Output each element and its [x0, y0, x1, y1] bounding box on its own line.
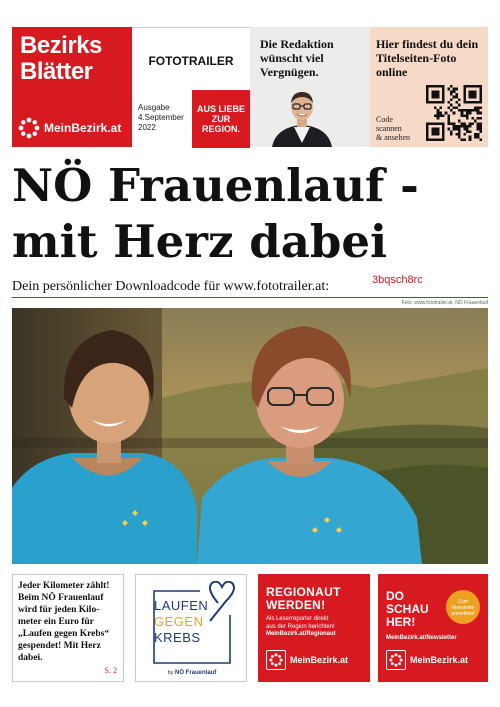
qr-caption	[376, 115, 410, 142]
newsletter-promo-box[interactable]	[378, 574, 488, 682]
issue-year: 2022	[138, 123, 156, 132]
slogan-badge	[192, 90, 250, 148]
headline-line2: mit Herz dabei	[12, 215, 388, 268]
slogan-line1: AUS LIEBE	[196, 104, 245, 114]
editor-panel	[250, 27, 370, 147]
issue-panel	[132, 27, 250, 147]
cover-headline	[12, 158, 492, 270]
download-code: 3bqsch8rc	[372, 274, 423, 286]
meinbezirk-logo-icon	[266, 650, 286, 670]
newsletter-title-line3: HER!	[386, 615, 416, 629]
newsletter-title-line1: DO	[386, 589, 404, 603]
issue-info	[138, 103, 184, 133]
regionaut-subtitle	[266, 616, 366, 631]
headline-line1: NÖ Frauenlauf -	[12, 159, 419, 212]
lgk-footer	[136, 670, 248, 676]
download-label: Dein persönlicher Downloadcode für www.fototrailer.at:	[12, 279, 330, 294]
teaser-text-box	[12, 574, 124, 682]
regionaut-title-line2: WERDEN!	[266, 598, 326, 612]
newsletter-footer	[386, 650, 468, 670]
teaser-line: dabei.	[18, 653, 43, 663]
qr-code-image[interactable]	[426, 85, 482, 141]
issue-line: Ausgabe	[138, 103, 170, 112]
qr-caption-line1: Code	[376, 115, 393, 124]
editor-portrait-image	[270, 87, 334, 147]
cover-photo-image	[12, 308, 488, 564]
issue-date: 4.September	[138, 113, 184, 122]
qr-prompt: Hier findest du dein Titelseiten-Foto online	[376, 37, 479, 79]
regionaut-footer	[266, 650, 348, 670]
meinbezirk-logo-icon	[386, 650, 406, 670]
cover-photo	[12, 308, 488, 564]
lgk-word-laufen: LAUFEN	[154, 598, 209, 613]
editor-greeting: Die Redaktion wünscht viel Vergnügen.	[260, 37, 334, 79]
regionaut-title	[266, 586, 341, 612]
newsletter-signup-badge[interactable]	[446, 590, 480, 624]
regionaut-title-line1: REGIONAUT	[266, 585, 341, 599]
brand-name-line1: Bezirks	[20, 32, 102, 59]
brand-site-label: MeinBezirk.at	[44, 121, 122, 135]
badge-line2: Newsletter	[451, 605, 475, 611]
brand-masthead	[12, 27, 132, 147]
regionaut-url-link[interactable]: MeinBezirk.at/Regionaut	[266, 631, 336, 637]
teaser-line: Jeder Kilometer zählt!	[18, 581, 110, 591]
lgk-by: by	[167, 670, 174, 676]
teaser-line: wird für jeden Kilo-	[18, 605, 100, 615]
qr-caption-line3: & ansehen	[376, 133, 410, 142]
regionaut-site-label: MeinBezirk.at	[290, 655, 349, 665]
regionaut-sub-line1: Als Leserreporter direkt	[266, 616, 329, 622]
photo-credit: Foto: www.fototrailer.at, NÖ Frauenlauf	[401, 300, 488, 306]
badge-line1: Zum	[458, 599, 468, 605]
laufen-gegen-krebs-logo-box	[135, 574, 247, 682]
page-reference[interactable]: S. 2	[104, 666, 117, 675]
lgk-word-gegen: GEGEN	[154, 614, 204, 629]
meinbezirk-logo-icon	[18, 117, 40, 139]
brand-footer	[18, 117, 121, 139]
regionaut-sub-line2: aus der Region berichten!	[266, 623, 335, 630]
teaser-paragraph	[18, 580, 122, 664]
fototrailer-label: FOTOTRAILER	[148, 54, 234, 68]
teaser-line: meter ein Euro für	[18, 617, 94, 627]
newsletter-title	[386, 590, 429, 629]
lgk-word-krebs: KREBS	[154, 630, 201, 645]
lgk-org: NÖ Frauenlauf	[175, 670, 217, 676]
slogan-line2: ZUR	[211, 114, 231, 124]
headline-divider	[12, 297, 488, 298]
teaser-line: „Laufen gegen Krebs“	[18, 629, 110, 639]
teaser-line: gespendet! Mit Herz	[18, 641, 101, 651]
teaser-line: Beim NÖ Frauenlauf	[18, 593, 104, 603]
newsletter-url-link[interactable]: MeinBezirk.at/Newsletter	[386, 635, 457, 641]
slogan-line3: REGION.	[201, 124, 240, 134]
brand-name-line2: Blätter	[20, 58, 93, 85]
badge-line3: anmelden!	[451, 611, 475, 617]
newsletter-title-line2: SCHAU	[386, 602, 429, 616]
regionaut-promo-box[interactable]	[258, 574, 370, 682]
newsletter-site-label: MeinBezirk.at	[410, 655, 469, 665]
qr-panel	[370, 27, 488, 147]
qr-caption-line2: scannen	[376, 124, 402, 133]
